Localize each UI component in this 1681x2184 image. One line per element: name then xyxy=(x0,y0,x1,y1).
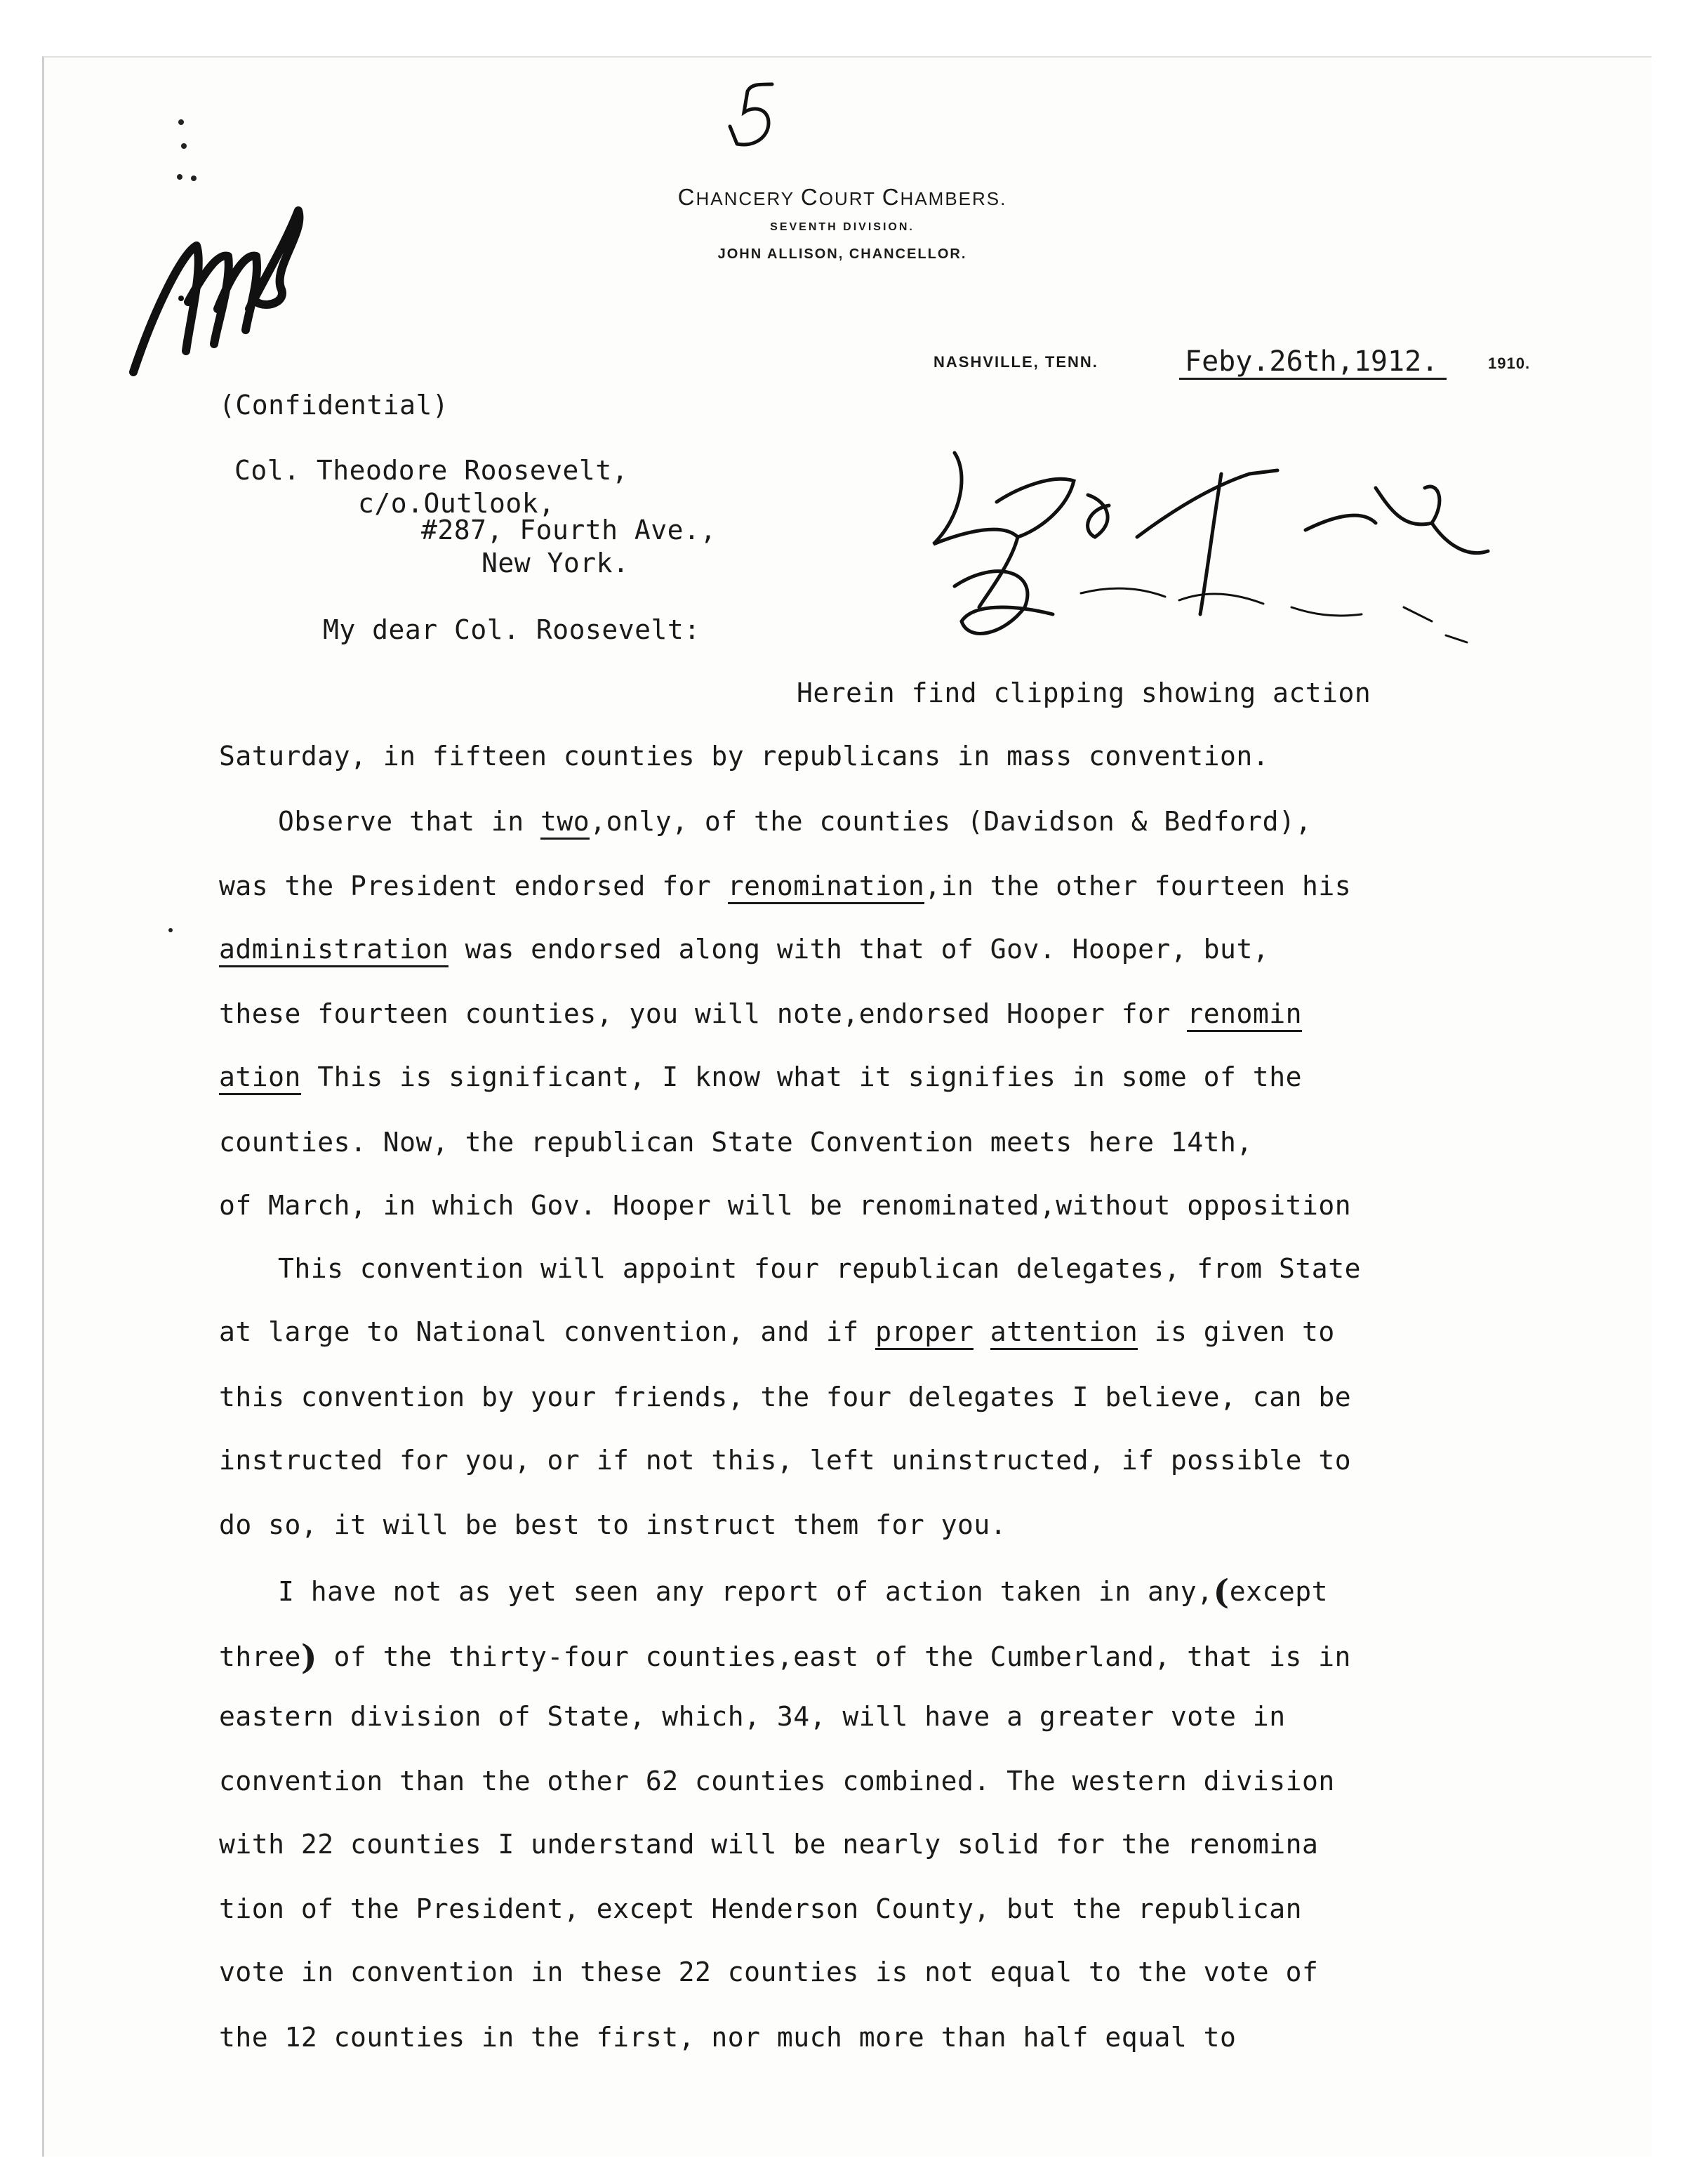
letterhead-title: CHANCERY COURT CHAMBERS. xyxy=(677,184,1007,210)
body-line-20: tion of the President, except Henderson County, but the republican xyxy=(219,1893,1302,1924)
handwritten-initials xyxy=(105,168,316,393)
handwritten-notation xyxy=(912,432,1530,656)
body-line-21: vote in convention in these 22 counties is not equal to the vote of xyxy=(219,1957,1319,1987)
body-line-19: with 22 counties I understand will be nearly solid for the renomina xyxy=(219,1829,1319,1860)
underline-ation: ation xyxy=(219,1061,301,1095)
letterhead-division: SEVENTH DIVISION. xyxy=(770,221,915,233)
dateline-printed-year: 1910. xyxy=(1488,355,1531,372)
confidential-marking: (Confidential) xyxy=(219,390,449,421)
body-line-10: This convention will appoint four republican delegates, from State xyxy=(278,1253,1361,1284)
salutation: My dear Col. Roosevelt: xyxy=(323,614,700,645)
body-line-1: Herein find clipping showing action xyxy=(797,677,1371,708)
body-line-11: at large to National convention, and if proper attention is given to xyxy=(219,1316,1335,1347)
underline-renomin: renomin xyxy=(1187,998,1302,1032)
margin-dot xyxy=(168,928,173,932)
body-line-5: administration was endorsed along with that of Gov. Hooper, but, xyxy=(219,934,1269,965)
body-line-8: counties. Now, the republican State Convention meets here 14th, xyxy=(219,1127,1253,1158)
dateline-date: Feby.26th,1912. xyxy=(1179,345,1447,380)
body-line-14: do so, it will be best to instruct them for you. xyxy=(219,1509,1007,1540)
body-line-3: Observe that in two,only, of the counties (Davidson & Bedford), xyxy=(278,806,1312,837)
address-line-1: Col. Theodore Roosevelt, xyxy=(234,455,629,486)
address-line-2: c/o.Outlook, xyxy=(358,488,555,519)
body-line-2: Saturday, in fifteen counties by republicans in mass convention. xyxy=(219,741,1270,772)
handwritten-open-paren: ( xyxy=(1213,1573,1230,1612)
dateline-place: NASHVILLE, TENN. xyxy=(933,353,1098,371)
address-line-3: #287, Fourth Ave., xyxy=(421,515,717,545)
body-line-13: instructed for you, or if not this, left uninstructed, if possible to xyxy=(219,1445,1352,1476)
body-line-4: was the President endorsed for renomination,in the other fourteen his xyxy=(219,871,1351,901)
body-line-18: convention than the other 62 counties combined. The western division xyxy=(219,1766,1335,1796)
body-line-12: this convention by your friends, the four delegates I believe, can be xyxy=(219,1382,1352,1412)
body-line-7: ation This is significant, I know what it signifies in some of the xyxy=(219,1061,1302,1092)
underline-administration: administration xyxy=(219,934,449,967)
underline-proper: proper xyxy=(875,1316,974,1350)
margin-dots xyxy=(168,112,211,190)
address-line-4: New York. xyxy=(481,548,630,578)
handwritten-close-paren: ) xyxy=(300,1638,318,1677)
body-line-22: the 12 counties in the first, nor much more than half equal to xyxy=(219,2022,1237,2053)
body-line-17: eastern division of State, which, 34, will have a greater vote in xyxy=(219,1701,1286,1732)
body-line-15: I have not as yet seen any report of action taken in any,(except xyxy=(278,1573,1329,1612)
underline-renomination: renomination xyxy=(728,871,925,904)
letterhead-chancellor: JOHN ALLISON, CHANCELLOR. xyxy=(717,246,967,262)
underline-two: two xyxy=(540,806,590,840)
body-line-9: of March, in which Gov. Hooper will be renominated,without opposition xyxy=(219,1190,1352,1221)
body-line-6: these fourteen counties, you will note,endorsed Hooper for renomin xyxy=(219,998,1302,1029)
handwritten-file-mark xyxy=(716,70,793,161)
underline-attention: attention xyxy=(990,1316,1138,1350)
body-line-16: three) of the thirty-four counties,east of the Cumberland, that is in xyxy=(219,1638,1351,1677)
